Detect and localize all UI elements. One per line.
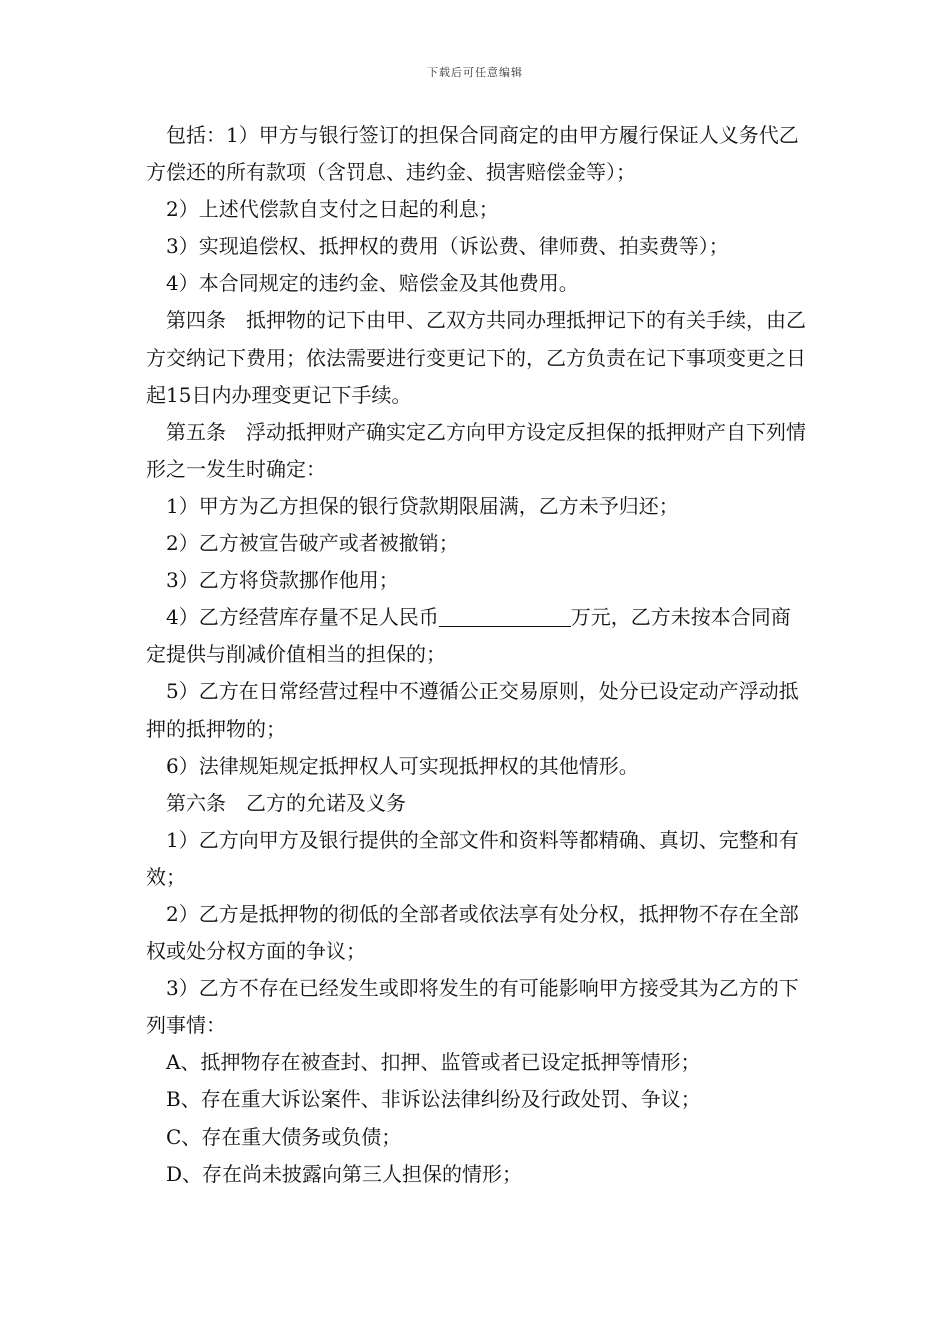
paragraph-article-6-item-b: B、存在重大诉讼案件、非诉讼法律纠纷及行政处罚、争议； <box>166 1087 701 1112</box>
paragraph-item-penalties: 4）本合同规定的违约金、赔偿金及其他费用。 <box>166 271 579 296</box>
page-header-note: 下载后可任意编辑 <box>427 66 523 79</box>
paragraph-article-5-item-3: 3）乙方将贷款挪作他用； <box>166 568 399 593</box>
paragraph-item-costs: 3）实现追偿权、抵押权的费用（诉讼费、律师费、拍卖费等）； <box>166 234 729 259</box>
paragraph-article-4: 第四条 抵押物的记下由甲、乙双方共同办理抵押记下的有关手续，由乙方交纳记下费用；依法需要进行变更记下的，乙方负责在记下事项变更之日起15日内办理变更记下手续。 <box>146 308 806 407</box>
fill-in-blank-amount <box>439 604 571 627</box>
paragraph-article-5-item-6: 6）法律规矩规定抵押权人可实现抵押权的其他情形。 <box>166 753 639 778</box>
paragraph-article-6-item-3: 3）乙方不存在已经发生或即将发生的有可能影响甲方接受其为乙方的下列事情： <box>146 976 799 1038</box>
item-4-text-after-blank: 万元，乙方未按本合同商定提供与削减价值相当的担保的； <box>146 605 791 667</box>
paragraph-article-5: 第五条 浮动抵押财产确实定乙方向甲方设定反担保的抵押财产自下列情形之一发生时确定： <box>146 419 806 481</box>
paragraph-article-6-item-1: 1）乙方向甲方及银行提供的全部文件和资料等都精确、真切、完整和有效； <box>146 827 799 889</box>
paragraph-article-5-item-1: 1）甲方为乙方担保的银行贷款期限届满，乙方未予归还； <box>166 493 679 518</box>
paragraph-item-interest: 2）上述代偿款自支付之日起的利息； <box>166 197 499 222</box>
paragraph-article-5-item-4 <box>146 599 808 673</box>
paragraph-article-6-item-c: C、存在重大债务或负债； <box>166 1124 402 1149</box>
paragraph-article-5-item-5: 5）乙方在日常经营过程中不遵循公正交易原则，处分已设定动产浮动抵押的抵押物的； <box>146 679 799 741</box>
paragraph-article-6-item-2: 2）乙方是抵押物的彻低的全部者或依法享有处分权，抵押物不存在全部权或处分权方面的争议； <box>146 901 799 964</box>
document-body <box>146 117 808 1193</box>
item-4-text-before-blank: 4）乙方经营库存量不足人民币 <box>166 605 439 630</box>
paragraph-article-5-item-2: 2）乙方被宣告破产或者被撤销； <box>166 531 459 556</box>
paragraph-scope: 包括：1）甲方与银行签订的担保合同商定的由甲方履行保证人义务代乙方偿还的所有款项（含罚息、违约金、损害赔偿金等）； <box>146 123 799 185</box>
paragraph-article-6: 第六条 乙方的允诺及义务 <box>166 790 406 815</box>
paragraph-article-6-item-d: D、存在尚未披露向第三人担保的情形； <box>166 1161 523 1186</box>
paragraph-article-6-item-a: A、抵押物存在被查封、扣押、监管或者已设定抵押等情形； <box>166 1050 701 1075</box>
